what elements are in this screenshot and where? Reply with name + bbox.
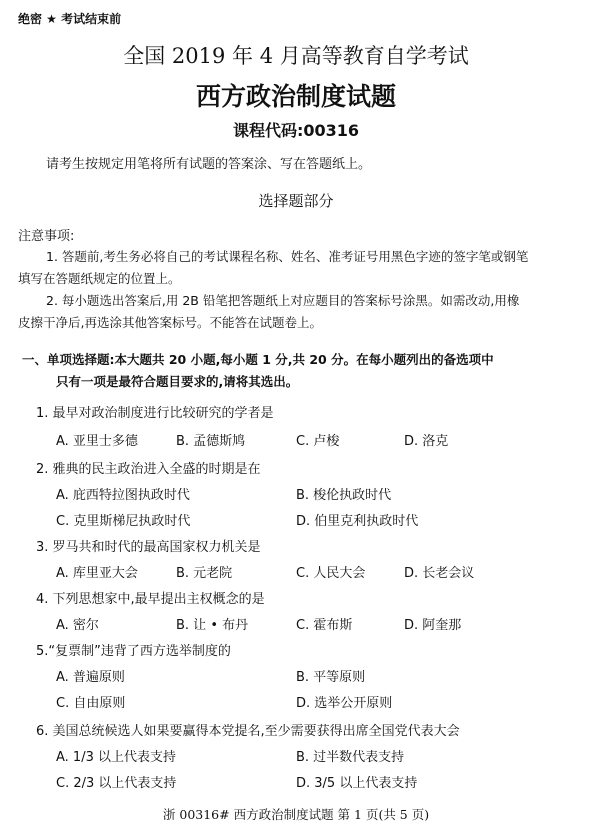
q5-option-c: C. 自由原则: [56, 696, 126, 711]
q5-option-a: A. 普遍原则: [56, 670, 125, 685]
q6-option-d: D. 3/5 以上代表支持: [296, 776, 418, 791]
q1-option-b: B. 孟德斯鸠: [176, 434, 246, 449]
q6-option-b: B. 过半数代表支持: [296, 750, 405, 765]
q5-option-b: B. 平等原则: [296, 670, 366, 685]
note-1-line-1: 1. 答题前,考生务必将自己的考试课程名称、姓名、准考证号用黑色字迹的签字笔或钢笔: [46, 249, 529, 264]
confidential-label: 绝密 ★ 考试结束前: [18, 12, 122, 26]
q4-option-b: B. 让 • 布丹: [176, 618, 249, 633]
q4-option-c: C. 霍布斯: [296, 618, 353, 633]
question-2-stem: 2. 雅典的民主政治进入全盛的时期是在: [36, 462, 261, 477]
q3-option-a: A. 库里亚大会: [56, 566, 138, 581]
question-5-stem: 5.“复票制”违背了西方选举制度的: [36, 644, 231, 659]
section-title: 选择题部分: [258, 192, 334, 210]
q2-option-c: C. 克里斯梯尼执政时代: [56, 514, 191, 529]
q6-option-c: C. 2/3 以上代表支持: [56, 776, 177, 791]
q1-option-c: C. 卢梭: [296, 434, 340, 449]
part1-heading-line-2: 只有一项是最符合题目要求的,请将其选出。: [56, 374, 299, 389]
q2-option-b: B. 梭伦执政时代: [296, 488, 392, 503]
part1-heading-line-1: 一、单项选择题:本大题共 20 小题,每小题 1 分,共 20 分。在每小题列出的备选项中: [22, 352, 494, 367]
subject-title: 西方政治制度试题: [195, 82, 396, 111]
q3-option-d: D. 长老会议: [404, 566, 475, 581]
q3-option-c: C. 人民大会: [296, 566, 366, 581]
question-1-stem: 1. 最早对政治制度进行比较研究的学者是: [36, 406, 274, 421]
question-6-stem: 6. 美国总统候选人如果要赢得本党提名,至少需要获得出席全国党代表大会: [36, 724, 460, 739]
page-footer: 浙 00316# 西方政治制度试题 第 1 页(共 5 页): [162, 807, 430, 822]
question-3-stem: 3. 罗马共和时代的最高国家权力机关是: [36, 540, 261, 555]
intro-text: 请考生按规定用笔将所有试题的答案涂、写在答题纸上。: [46, 157, 372, 172]
q4-option-d: D. 阿奎那: [404, 618, 462, 633]
note-2-line-1: 2. 每小题选出答案后,用 2B 铅笔把答题纸上对应题目的答案标号涂黑。如需改动,用橡: [46, 293, 520, 308]
question-4-stem: 4. 下列思想家中,最早提出主权概念的是: [36, 592, 265, 607]
notes-title: 注意事项:: [18, 229, 75, 244]
q3-option-b: B. 元老院: [176, 566, 233, 581]
q2-option-a: A. 庇西特拉图执政时代: [56, 488, 190, 503]
q1-option-d: D. 洛克: [404, 434, 449, 449]
q1-option-a: A. 亚里士多德: [56, 434, 138, 449]
q2-option-d: D. 伯里克利执政时代: [296, 514, 419, 529]
q4-option-a: A. 密尔: [56, 618, 99, 633]
q6-option-a: A. 1/3 以上代表支持: [56, 750, 176, 765]
q5-option-d: D. 选举公开原则: [296, 696, 393, 711]
note-2-line-2: 皮擦干净后,再选涂其他答案标号。不能答在试题卷上。: [18, 315, 322, 330]
course-code: 课程代码:00316: [232, 121, 360, 140]
note-1-line-2: 填写在答题纸规定的位置上。: [18, 271, 181, 286]
exam-title: 全国 2019 年 4 月高等教育自学考试: [123, 44, 469, 68]
